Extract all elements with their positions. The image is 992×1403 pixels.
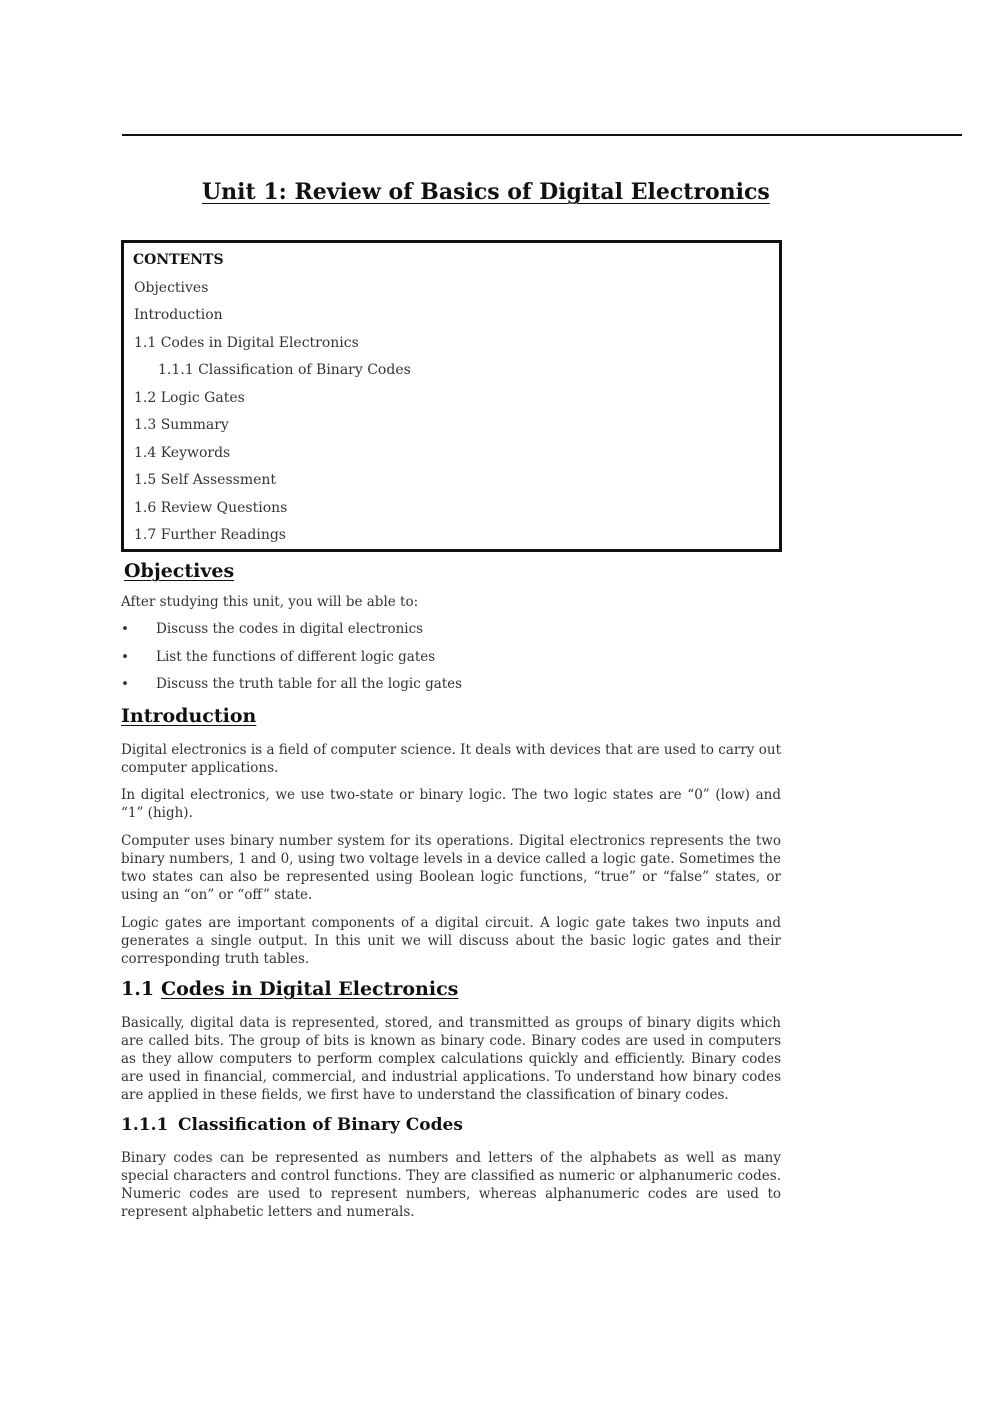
intro-paragraph-4: Logic gates are important components of a digital circuit. A logic gate takes two inputs and generates a single output. In this unit we will discuss about the basic logic gates and their corresponding truth tables.	[121, 915, 781, 967]
contents-item-objectives[interactable]: Objectives	[134, 280, 209, 296]
bullet-icon: •	[121, 676, 129, 692]
contents-item-review-questions[interactable]: 1.6 Review Questions	[134, 500, 288, 516]
header-rule	[122, 134, 962, 136]
contents-item-summary[interactable]: 1.3 Summary	[134, 417, 229, 433]
intro-paragraph-1: Digital electronics is a field of computer science. It deals with devices that are used to carry out computer applications.	[121, 742, 781, 776]
intro-paragraph-2: In digital electronics, we use two-state or binary logic. The two logic states are “0” (low) and “1” (high).	[121, 787, 781, 821]
section-number: 1.1	[121, 978, 155, 1000]
bullet-text: Discuss the truth table for all the logic gates	[156, 676, 463, 692]
contents-heading: CONTENTS	[133, 252, 224, 268]
section-1-1-1-paragraph: Binary codes can be represented as numbers and letters of the alphabets as well as many special characters and control functions. They are classified as numeric or alphanumeric codes. Numeric codes are used to represent numbers, whereas alphanumeric codes are used to represent alphabetic letters and numerals.	[121, 1150, 781, 1220]
contents-item-logic-gates[interactable]: 1.2 Logic Gates	[134, 390, 245, 406]
bullet-icon: •	[121, 621, 129, 637]
section-title: Codes in Digital Electronics	[161, 978, 459, 1000]
bullet-text: Discuss the codes in digital electronics	[156, 621, 424, 637]
objectives-heading: Objectives	[124, 560, 235, 582]
contents-item-introduction[interactable]: Introduction	[134, 307, 223, 323]
bullet-icon: •	[121, 649, 129, 665]
section-1-1-heading	[121, 978, 458, 1000]
section-1-1-1-heading	[121, 1115, 463, 1135]
subsection-number: 1.1.1	[121, 1115, 169, 1135]
unit-title: Unit 1: Review of Basics of Digital Electronics	[202, 179, 770, 205]
intro-paragraph-3: Computer uses binary number system for its operations. Digital electronics represents the two binary numbers, 1 and 0, using two voltage levels in a device called a logic gate. Sometimes the two states can also be represented using Boolean logic functions, “true” or “false” states, or using an “on” or “off” state.	[121, 833, 781, 903]
contents-item-codes[interactable]: 1.1 Codes in Digital Electronics	[134, 335, 359, 351]
contents-box	[121, 240, 782, 552]
bullet-text: List the functions of different logic gates	[156, 649, 436, 665]
objectives-lead: After studying this unit, you will be able to:	[121, 594, 419, 610]
section-1-1-paragraph: Basically, digital data is represented, stored, and transmitted as groups of binary digits which are called bits. The group of bits is known as binary code. Binary codes are used in computers as they allow computers to perform complex calculations quickly and efficiently. Binary codes are used in financial, commercial, and industrial applications. To understand how binary codes are applied in these fields, we first have to understand the classification of binary codes.	[121, 1015, 781, 1103]
contents-item-classification[interactable]: 1.1.1 Classification of Binary Codes	[158, 362, 411, 378]
contents-item-self-assessment[interactable]: 1.5 Self Assessment	[134, 472, 277, 488]
contents-item-further-readings[interactable]: 1.7 Further Readings	[134, 527, 286, 543]
contents-item-keywords[interactable]: 1.4 Keywords	[134, 445, 231, 461]
subsection-title: Classification of Binary Codes	[178, 1115, 463, 1135]
introduction-heading: Introduction	[121, 705, 257, 727]
